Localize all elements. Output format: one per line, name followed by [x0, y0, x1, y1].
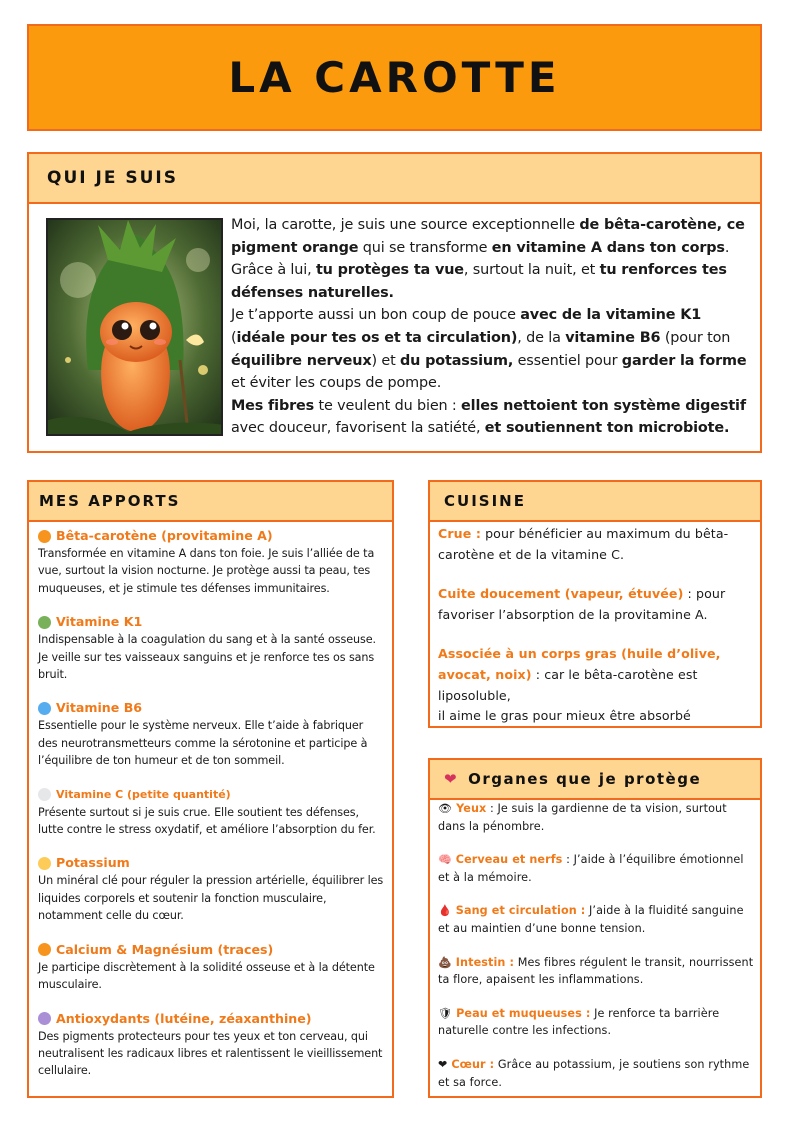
color-dot-icon: [38, 1012, 51, 1025]
organ-item: [438, 954, 754, 989]
nutrient-title-row: [38, 527, 386, 545]
nutrient-title: Antioxydants (lutéine, zéaxanthine): [56, 1010, 312, 1026]
cuisine-text: pour bénéficier au maximum du bêta-carotène et de la vitamine C.: [438, 526, 729, 562]
nutrient-item: [38, 941, 386, 994]
cuisine-heading: CUISINE: [428, 480, 762, 522]
cuisine-lead: Crue :: [438, 526, 481, 541]
qui-je-suis-section: [27, 152, 762, 453]
qui-text: [231, 214, 759, 440]
text-run: , de la: [517, 329, 566, 346]
intestine-icon: 💩: [438, 955, 452, 969]
organ-lead: Yeux: [456, 802, 487, 815]
organ-lead: Cœur :: [451, 1057, 495, 1071]
cuisine-text: : pour favoriser l’absorption de la provitamine A.: [438, 586, 726, 622]
nutrient-title: Vitamine B6: [56, 700, 143, 716]
nutrient-title: Vitamine K1: [56, 614, 143, 630]
cuisine-list: [428, 520, 762, 728]
organ-item: [438, 1056, 754, 1091]
organ-lead: Sang et circulation :: [455, 904, 586, 918]
nutrient-title-row: [38, 613, 386, 631]
nutrient-title-row: [38, 854, 386, 872]
apports-list: [27, 520, 394, 1098]
nutrient-description: Un minéral clé pour réguler la pression artérielle, équilibrer les liquides corporels et soutenir la fonction musculaire, notamment celle du cœur.: [38, 874, 384, 923]
text-run: tu renforces tes défenses naturelles.: [231, 262, 727, 301]
text-run: avec de la vitamine K1: [520, 307, 702, 324]
nutrient-item: [38, 613, 386, 683]
organ-text: Je renforce ta barrière naturelle contre les infections.: [438, 1006, 720, 1038]
color-dot-icon: [38, 702, 51, 715]
color-dot-icon: [38, 943, 51, 956]
text-run: équilibre nerveux: [231, 352, 372, 369]
text-run: Je t’apporte aussi un bon coup de pouce: [231, 307, 521, 324]
text-run: ) et: [371, 352, 401, 369]
text-run: tu protèges ta vue: [315, 262, 464, 279]
text-run: te veulent du bien :: [314, 397, 462, 414]
qui-paragraph-1: [231, 214, 759, 304]
organes-heading: [428, 758, 762, 800]
nutrient-description: Présente surtout si je suis crue. Elle soutient tes défenses, lutte contre le stress oxydatif, et améliore l’absorption du fer.: [38, 805, 376, 837]
nutrient-item: [38, 699, 386, 769]
text-run: (pour ton: [660, 329, 731, 346]
page-title: LA CAROTTE: [228, 53, 561, 102]
color-dot-icon: [38, 857, 51, 870]
text-run: qui se transforme: [358, 239, 492, 256]
cuisine-item: [438, 524, 754, 565]
organ-lead: Cerveau et nerfs: [455, 853, 563, 867]
nutrient-title-row: [38, 941, 386, 959]
organ-lead: Peau et muqueuses :: [456, 1006, 591, 1020]
eye-icon: 👁: [438, 802, 453, 815]
nutrient-title: Vitamine C (petite quantité): [56, 787, 231, 801]
organ-text: J’aide à la fluidité sanguine et au maintien d’une bonne tension.: [438, 904, 744, 935]
color-dot-icon: [38, 616, 51, 629]
nutrient-description: Transformée en vitamine A dans ton foie. Je suis l’alliée de ta vue, surtout la vision nocturne. Je protège aussi ta peau, tes muqueuses, et je stimule tes défenses immunitaires.: [38, 547, 375, 595]
nutrient-title: Bêta-carotène (provitamine A): [56, 528, 273, 543]
nutrient-title: Potassium: [56, 855, 130, 871]
brain-icon: 🧠: [438, 853, 452, 867]
organ-text: : Je suis la gardienne de ta vision, surtout dans la pénombre.: [438, 802, 727, 833]
organ-text: : J’aide à l’équilibre émotionnel et à la mémoire.: [438, 853, 744, 884]
anatomical-heart-icon: ❤: [444, 770, 459, 788]
text-run: idéale pour tes os et ta circulation): [236, 329, 518, 346]
text-run: , surtout la nuit, et: [463, 262, 600, 279]
nutrient-item: [38, 786, 386, 839]
text-run: de bêta-carotène, ce pigment orange: [231, 217, 745, 256]
nutrient-title-row: [38, 786, 386, 804]
organ-item: [438, 902, 754, 937]
shield-icon: 🛡: [438, 1006, 453, 1020]
organ-text: Grâce au potassium, je soutiens son rythme et sa force.: [438, 1057, 750, 1089]
heart-icon: ❤: [438, 1057, 448, 1071]
text-run: du potassium,: [400, 352, 514, 369]
nutrient-description: Je participe discrètement à la solidité osseuse et à la détente musculaire.: [38, 960, 375, 992]
organes-section: [428, 758, 762, 1098]
cuisine-text: : car le bêta-carotène est liposoluble, il aime le gras pour mieux être absorbé: [438, 666, 698, 724]
text-run: (: [231, 329, 237, 346]
text-run: garder la forme: [621, 352, 747, 369]
nutrient-title-row: [38, 699, 386, 717]
carrot-character-illustration: [46, 218, 223, 436]
organ-item: [438, 800, 754, 835]
cuisine-item: [438, 644, 754, 726]
text-run: Moi, la carotte, je suis une source exceptionnelle: [231, 217, 580, 233]
nutrient-description: Indispensable à la coagulation du sang et à la santé osseuse. Je veille sur tes vaisseaux sanguins et je renforce tes os sans bruit.: [38, 633, 376, 682]
cuisine-lead: Associée à un corps gras (huile d’olive, avocat, noix): [438, 646, 721, 682]
cuisine-lead: Cuite doucement (vapeur, étuvée): [438, 586, 684, 602]
organ-item: [438, 1005, 754, 1040]
nutrient-description: Essentielle pour le système nerveux. Elle t’aide à fabriquer des neurotransmetteurs comme la sérotonine et participe à l’équilibre de ton humeur et de ton sommeil.: [38, 719, 368, 768]
drop-of-blood-icon: 🩸: [438, 904, 452, 918]
qui-paragraph-2: [231, 304, 759, 394]
qui-heading: QUI JE SUIS: [27, 152, 762, 204]
text-run: Mes fibres: [231, 397, 315, 414]
apports-heading: MES APPORTS: [27, 480, 394, 522]
qui-body: [27, 202, 762, 453]
color-dot-icon: [38, 530, 51, 543]
nutrient-description: Des pigments protecteurs pour tes yeux et ton cerveau, qui neutralisent les radicaux libres et ralentissent le vieillissement cellulaire.: [38, 1029, 383, 1078]
cuisine-item: [438, 584, 754, 625]
nutrient-title: Calcium & Magnésium (traces): [56, 941, 274, 957]
cuisine-section: [428, 480, 762, 728]
text-run: elles nettoient ton système digestif: [461, 397, 746, 414]
qui-paragraph-3: [231, 395, 759, 440]
text-run: et soutiennent ton microbiote.: [484, 420, 730, 437]
nutrient-item: [38, 854, 386, 924]
text-run: vitamine B6: [565, 329, 661, 346]
organ-item: [438, 851, 754, 886]
nutrient-item: [38, 527, 386, 597]
nutrient-item: [38, 1010, 386, 1080]
text-run: avec douceur, favorisent la satiété,: [231, 420, 485, 437]
title-banner: [27, 24, 762, 131]
text-run: essentiel pour: [513, 352, 622, 369]
organ-lead: Intestin :: [455, 955, 515, 969]
text-run: et éviter les coups de pompe.: [231, 375, 442, 392]
organ-text: Mes fibres régulent le transit, nourrissent ta flore, apaisent les inflammations.: [438, 955, 754, 987]
organes-list: [428, 798, 762, 1098]
color-dot-icon: [38, 788, 51, 801]
text-run: . Grâce à lui,: [231, 239, 730, 279]
nutrient-title-row: [38, 1010, 386, 1028]
mes-apports-section: [27, 480, 394, 1098]
text-run: en vitamine A dans ton corps: [491, 239, 725, 256]
organes-heading-label: Organes que je protège: [468, 770, 702, 788]
